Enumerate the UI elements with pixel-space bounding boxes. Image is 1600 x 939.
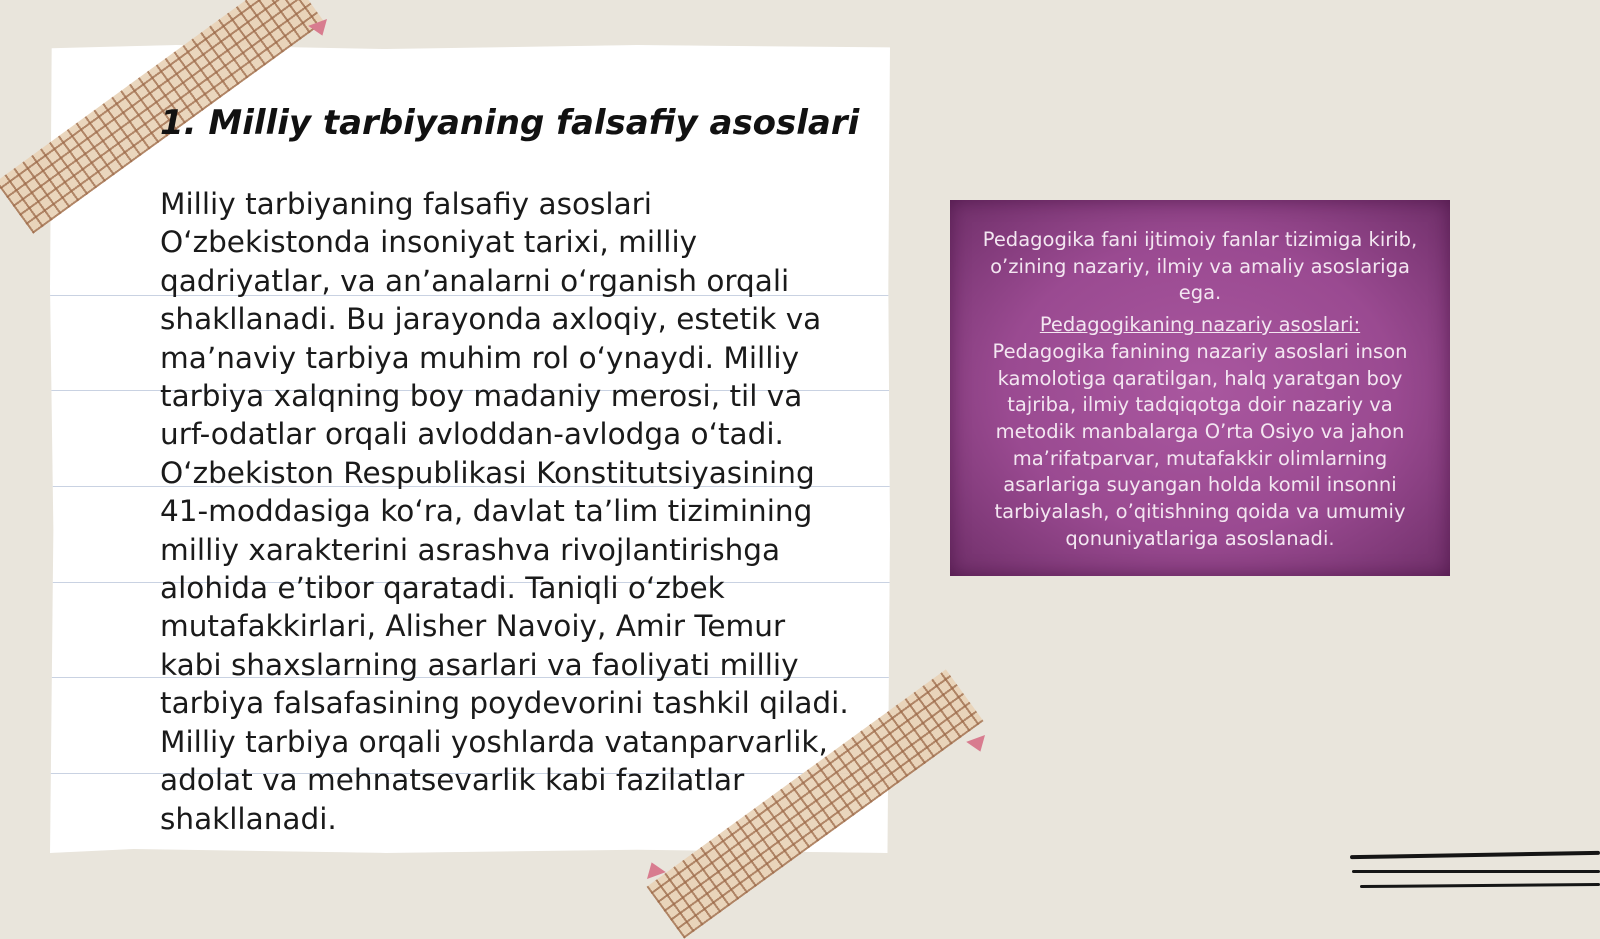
brush-stroke-decoration xyxy=(1360,883,1600,888)
brush-stroke-decoration xyxy=(1352,870,1600,873)
slide-title: 1. Milliy tarbiyaning falsafiy asoslari xyxy=(160,103,860,143)
info-card-intro: Pedagogika fani ijtimoiy fanlar tizimiga kirib, o’zining nazariy, ilmiy va amaliy asoslariga ega. xyxy=(982,228,1418,305)
info-card-subhead: Pedagogikaning nazariy asoslari: xyxy=(1039,313,1361,337)
slide-body-text: Milliy tarbiyaning falsafiy asoslari O‘zbekistonda insoniyat tarixi, milliy qadriyatlar, va an’analarni o‘rganish orqali shakllanadi. Bu jarayonda axloqiy, estetik va ma’naviy tarbiya muhim rol o‘ynaydi. Milliy tarbiya xalqning boy madaniy merosi, til va urf-odatlar orqali avloddan-avlodga o‘tadi. O‘zbekiston Respublikasi Konstitutsiyasining 41-moddasiga ko‘ra, davlat ta’lim tizimining milliy xarakterini asrashva rivojlantirishga alohida e’tibor qaratadi. Taniqli o‘zbek mutafakkirlari, Alisher Navoiy, Amir Temur kabi shaxslarning asarlari va faoliyati milliy tarbiya falsafasining poydevorini tashkil qiladi. Milliy tarbiya orqali yoshlarda vatanparvarlik, adolat va mehnatsevarlik kabi fazilatlar shakllanadi. xyxy=(160,187,849,836)
info-card xyxy=(950,200,1450,576)
tape-tip-decoration xyxy=(966,735,990,755)
info-card-text: Pedagogika fanining nazariy asoslari inson kamolotiga qaratilgan, halq yaratgan boy tajriba, ilmiy tadqiqotga doir nazariy va metodik manbalarga O’rta Osiyo va jahon ma’rifatparvar, mutafakkir olimlarning asarlariga suyangan holda komil insonni tarbiyalash, o’qitishning qoida va umumiy qonuniyatlariga asoslanadi. xyxy=(992,339,1408,550)
brush-stroke-decoration xyxy=(1350,851,1600,859)
